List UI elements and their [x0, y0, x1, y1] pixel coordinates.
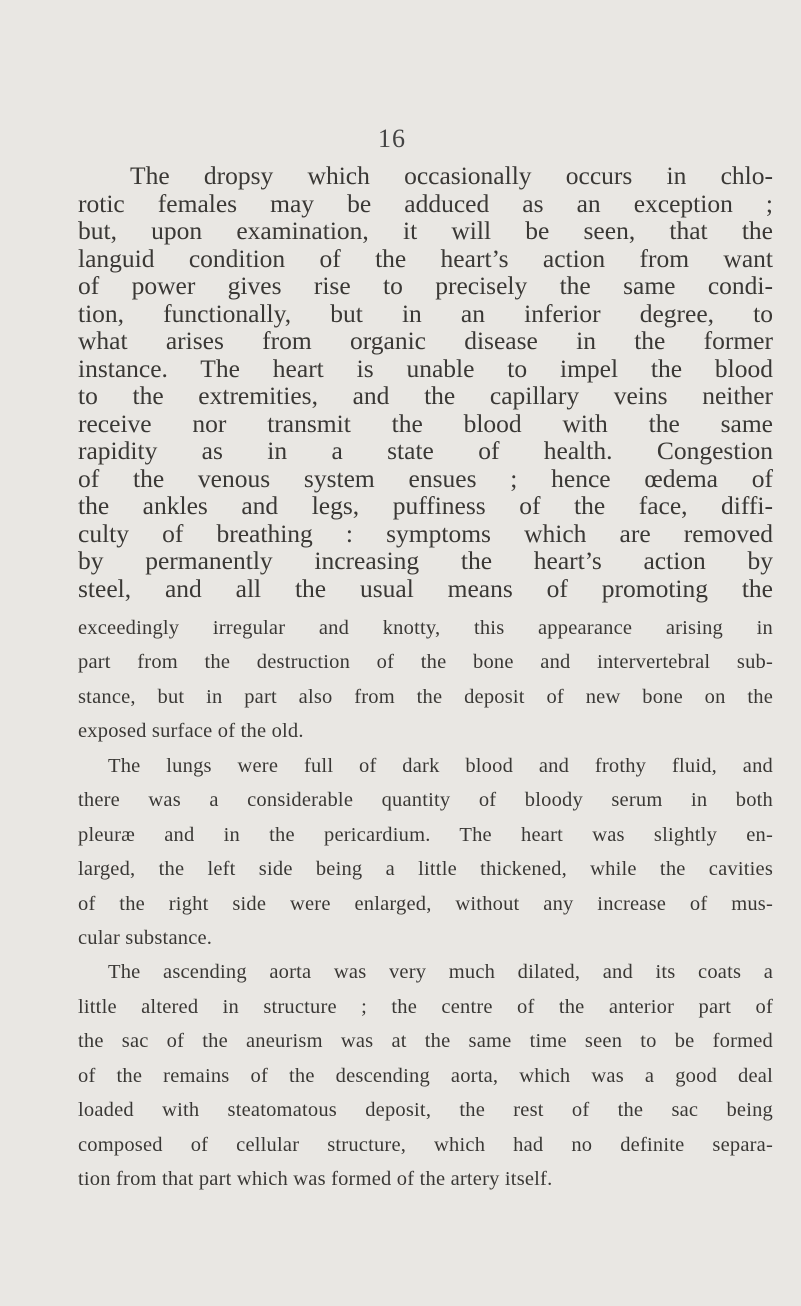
text-line-content: there was a considerable quantity of bloody serum in both [78, 789, 773, 812]
text-line-content: pleuræ and in the pericardium. The heart was slightly en- [78, 823, 773, 846]
text-line-content: The dropsy which occasionally occurs in chlo- [130, 161, 773, 190]
text-line [78, 611, 773, 645]
text-line-content: steel, and all the usual means of promoting the [78, 573, 773, 603]
text-line-content: of power gives rise to precisely the same condi- [78, 271, 773, 300]
text-line-content: languid condition of the heart’s action from want [78, 243, 773, 273]
text-line [78, 921, 773, 955]
text-line [78, 437, 773, 465]
text-line-content: rapidity as in a state of health. Congestion [78, 436, 773, 465]
text-line-content: exposed surface of the old. [78, 720, 304, 743]
text-line-content: to the extremities, and the capillary veins neither [78, 381, 773, 410]
text-line [78, 852, 773, 886]
text-line [78, 327, 773, 355]
text-line [78, 162, 773, 190]
text-line [78, 575, 773, 603]
text-line [78, 680, 773, 714]
text-line [78, 1059, 773, 1093]
text-line-content: culty of breathing : symptoms which are removed [78, 518, 773, 548]
text-line-content: The lungs were full of dark blood and frothy fluid, and [108, 754, 773, 777]
text-line-content: tion from that part which was formed of the artery itself. [78, 1168, 553, 1190]
text-line-content: The ascending aorta was very much dilated, and its coats a [108, 961, 773, 984]
text-line [78, 520, 773, 548]
text-line [78, 1162, 773, 1196]
text-line [78, 645, 773, 679]
text-line-content: stance, but in part also from the deposit of new bone on the [78, 685, 773, 708]
text-line [78, 1024, 773, 1058]
page-number: 16 [378, 124, 406, 153]
text-line-content: tion, functionally, but in an inferior degree, to [78, 298, 773, 328]
text-line [78, 492, 773, 520]
text-line [78, 355, 773, 383]
text-line [78, 1093, 773, 1127]
text-line [78, 217, 773, 245]
text-line-content: rotic females may be adduced as an exception ; [78, 188, 773, 218]
text-line-content: of the venous system ensues ; hence œdema of [78, 463, 773, 493]
text-line-content: loaded with steatomatous deposit, the rest of the sac being [78, 1099, 773, 1122]
text-line-content: of the remains of the descending aorta, which was a good deal [78, 1064, 773, 1087]
text-line-content: what arises from organic disease in the former [78, 326, 773, 355]
text-line [78, 272, 773, 300]
text-line-content: larged, the left side being a little thickened, while the cavities [78, 858, 773, 881]
text-line-content: the sac of the aneurism was at the same time seen to be formed [78, 1030, 773, 1053]
text-line [78, 190, 773, 218]
text-line [78, 547, 773, 575]
text-line-content: instance. The heart is unable to impel the blood [78, 353, 773, 383]
text-line [78, 783, 773, 817]
text-line-content: part from the destruction of the bone and intervertebral sub- [78, 651, 773, 674]
text-line-content: composed of cellular structure, which had no definite separa- [78, 1133, 773, 1156]
text-line-content: little altered in structure ; the centre of the anterior part of [78, 995, 773, 1018]
text-line [78, 300, 773, 328]
text-line-content: of the right side were enlarged, without any increase of mus- [78, 892, 773, 915]
text-line [78, 410, 773, 438]
text-line [78, 955, 773, 989]
text-line [78, 749, 773, 783]
text-line [78, 465, 773, 493]
text-line-content: exceedingly irregular and knotty, this appearance arising in [78, 617, 773, 639]
text-line-content: the ankles and legs, puffiness of the face, diffi- [78, 491, 773, 520]
text-line [78, 1128, 773, 1162]
upper-text-block [78, 162, 773, 602]
text-line [78, 245, 773, 273]
text-line [78, 887, 773, 921]
text-line [78, 382, 773, 410]
text-line [78, 714, 773, 748]
text-line [78, 990, 773, 1024]
text-line-content: cular substance. [78, 926, 213, 949]
text-line-content: by permanently increasing the heart’s action by [78, 546, 773, 575]
text-line-content: but, upon examination, it will be seen, that the [78, 216, 773, 245]
text-line-content: receive nor transmit the blood with the same [78, 408, 773, 438]
text-line [78, 818, 773, 852]
lower-text-block [78, 611, 773, 1196]
